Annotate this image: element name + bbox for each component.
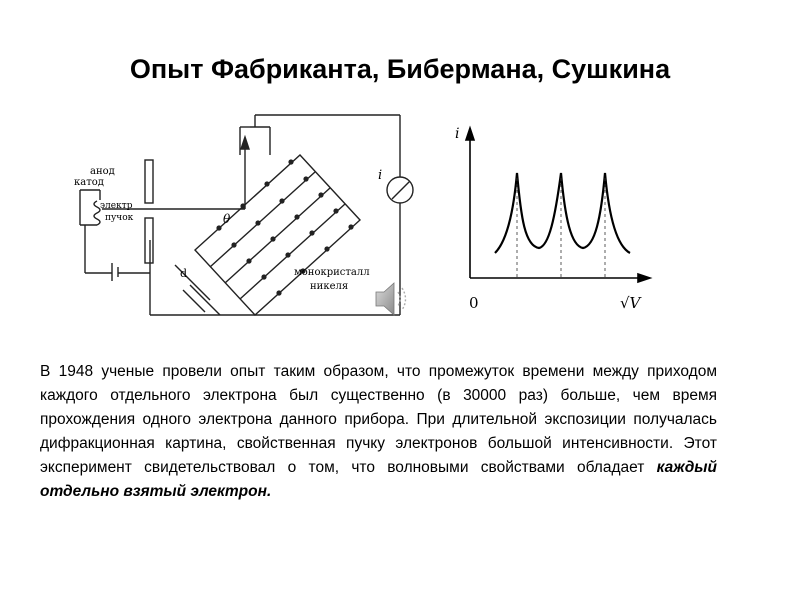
crystal-label-1: монокристалл [294, 267, 370, 278]
current-graph [445, 118, 655, 323]
beam-label-1: электр [100, 201, 133, 211]
current-curve [495, 173, 630, 253]
description-main: В 1948 ученые провели опыт таким образом, что промежуток времени между приходом каждого отдельного электрона был существенно (в 30000 раз) больше, чем время прохождения одного электрона данного прибора. При длительной экспозиции получалась дифракционная картина, свойственная пучку электронов большой интенсивности. Этот эксперимент свидетельствовал о том, что волновыми свойствами обладает [40, 363, 717, 476]
slide-title: Опыт Фабриканта, Бибермана, Сушкина [129, 54, 671, 84]
experiment-schematic [60, 105, 420, 320]
description-emphasis: каждый отдельно взятый электрон. [40, 459, 717, 500]
distance-label: d [180, 267, 188, 280]
beam-label-2: пучок [105, 213, 134, 223]
crystal-label-2: никеля [310, 281, 349, 292]
cathode-label: катод [74, 177, 104, 188]
speaker-icon[interactable] [370, 278, 410, 320]
meter-label: i [378, 168, 383, 183]
y-axis-label: i [455, 126, 460, 142]
anode-label: анод [90, 166, 115, 177]
description-text [40, 360, 717, 504]
origin-label: 0 [469, 294, 479, 312]
angle-label: θ [223, 212, 231, 226]
x-axis-label: √V [620, 294, 641, 312]
